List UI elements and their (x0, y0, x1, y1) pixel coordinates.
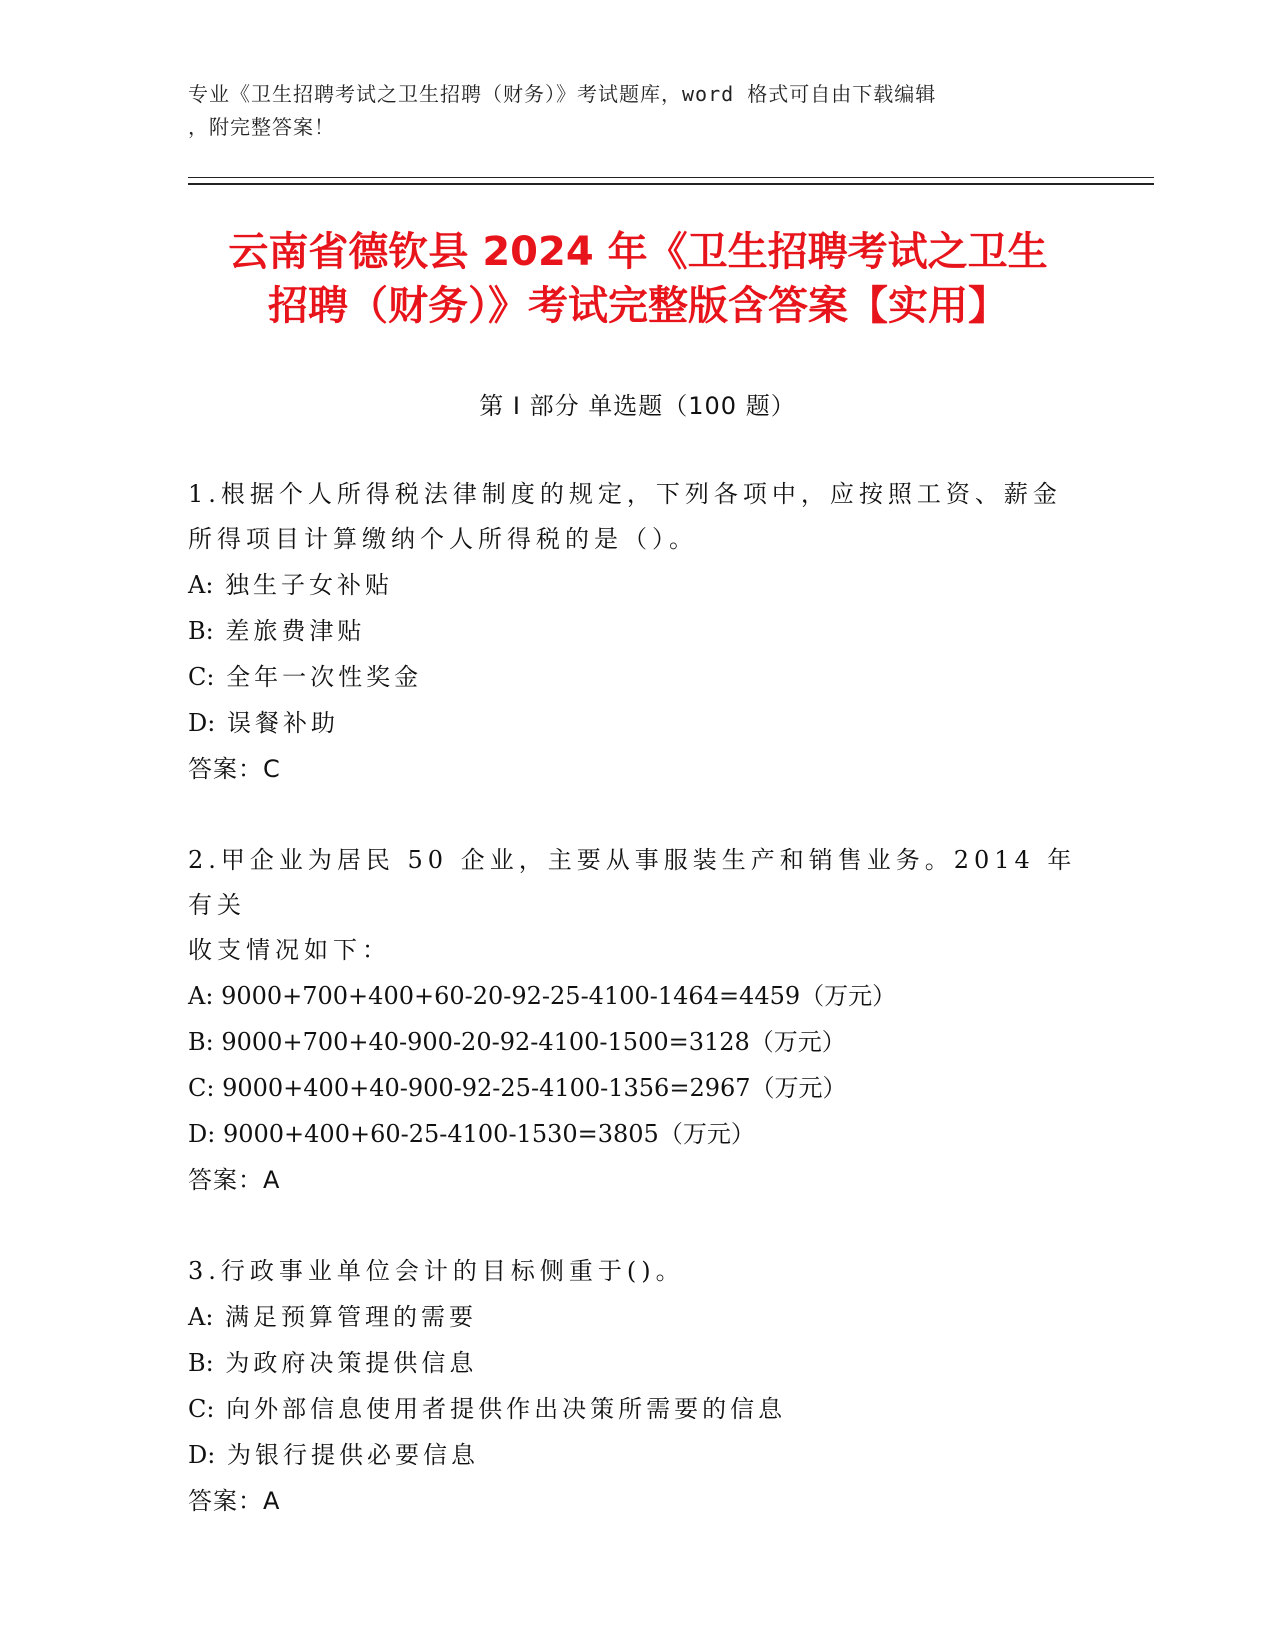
option-a (188, 1294, 1088, 1340)
header-divider-top (188, 177, 1154, 178)
question-stem-continued: 所得项目计算缴纳个人所得税的是（）。 (188, 525, 698, 553)
question-stem-continued: 收支情况如下： (188, 936, 391, 964)
option-text: 全年一次性奖金 (226, 663, 423, 691)
option-text: 9000+400+60-25-4100-1530=3805（万元） (222, 1120, 755, 1148)
option-letter: D: (188, 1441, 216, 1469)
answer-key: 答案：A (188, 1166, 281, 1194)
option-b (188, 608, 1088, 654)
question-1 (188, 472, 1088, 792)
document-title-line-2: 招聘（财务）》考试完整版含答案【实用】 (268, 283, 1008, 329)
header-note (188, 78, 1068, 144)
option-letter: B: (188, 617, 214, 645)
header-note-line-2: ，附完整答案！ (188, 115, 335, 139)
option-letter: A: (188, 982, 214, 1010)
option-letter: C: (188, 1074, 215, 1102)
document-title-line-1: 云南省德钦县 2024 年《卫生招聘考试之卫生 (228, 229, 1048, 275)
option-letter: B: (188, 1349, 214, 1377)
option-text: 向外部信息使用者提供作出决策所需要的信息 (226, 1395, 787, 1423)
option-b (188, 1340, 1088, 1386)
option-d (188, 700, 1088, 746)
option-d (188, 1432, 1088, 1478)
option-letter: A: (188, 571, 214, 599)
answer-key: 答案：A (188, 1487, 281, 1515)
document-title (188, 225, 1088, 333)
option-text: 为银行提供必要信息 (226, 1441, 479, 1469)
option-letter: B: (188, 1028, 214, 1056)
question-list (188, 472, 1088, 1570)
option-text: 误餐补助 (226, 709, 339, 737)
answer-key: 答案：C (188, 755, 281, 783)
question-stem: 1.根据个人所得税法律制度的规定，下列各项中，应按照工资、薪金 (188, 480, 1062, 508)
option-b (188, 1019, 1088, 1065)
header-note-line-1: 专业《卫生招聘考试之卫生招聘（财务）》考试题库，word 格式可自由下载编辑 (188, 82, 937, 106)
question-stem: 3.行政事业单位会计的目标侧重于()。 (188, 1257, 685, 1285)
option-d (188, 1111, 1088, 1157)
option-a (188, 973, 1088, 1019)
question-stem: 2.甲企业为居民 50 企业，主要从事服装生产和销售业务。2014 年有关 (188, 846, 1077, 919)
question-2 (188, 838, 1088, 1203)
option-text: 9000+700+400+60-20-92-25-4100-1464=4459（万元） (221, 982, 897, 1010)
option-c (188, 1065, 1088, 1111)
section-title: 第 I 部分 单选题（100 题） (479, 392, 796, 420)
option-letter: D: (188, 1120, 216, 1148)
option-letter: A: (188, 1303, 214, 1331)
option-text: 为政府决策提供信息 (225, 1349, 478, 1377)
option-letter: C: (188, 663, 215, 691)
option-text: 满足预算管理的需要 (225, 1303, 478, 1331)
option-text: 独生子女补贴 (225, 571, 394, 599)
option-letter: D: (188, 709, 216, 737)
option-letter: C: (188, 1395, 215, 1423)
option-c (188, 1386, 1088, 1432)
option-text: 9000+400+40-900-92-25-4100-1356=2967（万元） (222, 1074, 847, 1102)
option-a (188, 562, 1088, 608)
option-text: 9000+700+40-900-20-92-4100-1500=3128（万元） (221, 1028, 846, 1056)
header-divider-bottom (188, 183, 1154, 185)
question-3 (188, 1249, 1088, 1524)
option-text: 差旅费津贴 (225, 617, 366, 645)
option-c (188, 654, 1088, 700)
